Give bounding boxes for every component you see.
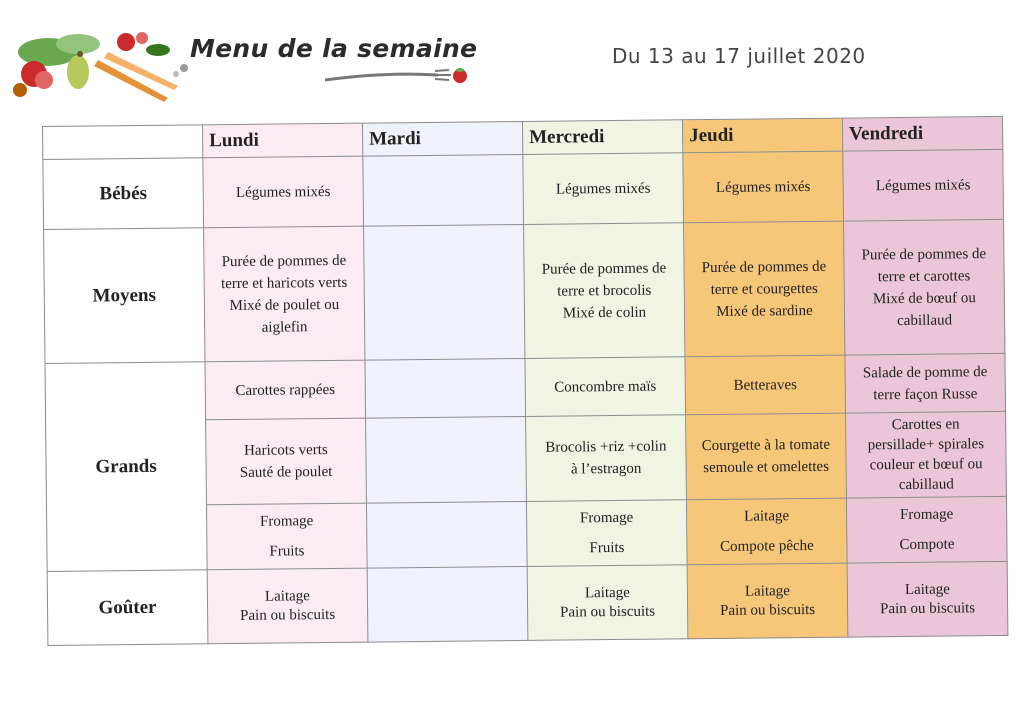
row-bebes bbox=[43, 149, 1004, 229]
row-label-moyens: Moyens bbox=[44, 228, 205, 364]
cell-grands-plat-jeudi bbox=[686, 413, 847, 500]
page-header bbox=[0, 0, 1024, 110]
menu-table-wrapper bbox=[42, 116, 1008, 646]
menu-line: Fromage bbox=[899, 506, 954, 524]
cell-bebes-vendredi bbox=[843, 149, 1004, 221]
page-title: Menu de la semaine bbox=[190, 34, 478, 63]
cell-moyens-jeudi bbox=[684, 221, 845, 357]
date-range: Du 13 au 17 juillet 2020 bbox=[612, 44, 866, 68]
cell-grands-dessert-mardi bbox=[366, 501, 527, 568]
menu-line: Fromage bbox=[579, 509, 634, 527]
cell-bebes-lundi bbox=[203, 156, 364, 228]
day-header-mercredi: Mercredi bbox=[522, 120, 682, 155]
menu-line: aiglefin bbox=[261, 318, 308, 336]
menu-line: Laitage bbox=[584, 584, 630, 601]
menu-line: Carottes en bbox=[891, 416, 960, 434]
cell-grands-entree-mercredi bbox=[525, 357, 686, 417]
menu-line: Mixé de poulet ou bbox=[229, 296, 340, 314]
cell-gouter-mardi bbox=[367, 566, 528, 642]
cell-grands-entree-lundi bbox=[205, 360, 366, 420]
menu-line: Légumes mixés bbox=[555, 180, 651, 198]
menu-line: Courgette à la tomate bbox=[701, 436, 831, 455]
menu-line: persillade+ spirales bbox=[867, 436, 985, 454]
menu-line: Fruits bbox=[269, 543, 305, 560]
menu-line: Purée de pommes de bbox=[221, 252, 347, 270]
cell-bebes-mercredi bbox=[523, 153, 684, 225]
cell-grands-plat-mercredi bbox=[526, 415, 687, 502]
menu-line: Légumes mixés bbox=[715, 178, 811, 196]
row-gouter bbox=[47, 561, 1008, 645]
menu-line: cabillaud bbox=[898, 476, 954, 494]
cell-grands-dessert-vendredi bbox=[846, 496, 1007, 563]
menu-line: Betteraves bbox=[733, 376, 797, 394]
cell-gouter-vendredi bbox=[847, 561, 1008, 637]
day-header-mardi: Mardi bbox=[362, 121, 522, 156]
menu-line: terre et courgettes bbox=[710, 280, 818, 298]
cell-moyens-vendredi bbox=[844, 219, 1005, 355]
menu-line: Purée de pommes de bbox=[701, 258, 827, 276]
menu-line: terre et brocolis bbox=[557, 282, 652, 300]
weekly-menu-table bbox=[42, 116, 1008, 646]
cell-grands-plat-mardi bbox=[366, 416, 527, 503]
fork-icon bbox=[325, 66, 470, 86]
menu-line: terre et carottes bbox=[877, 267, 971, 285]
menu-line: Pain ou biscuits bbox=[720, 601, 816, 619]
menu-line: Laitage bbox=[264, 587, 311, 605]
cell-grands-dessert-mercredi bbox=[526, 500, 687, 567]
menu-line: semoule et omelettes bbox=[703, 458, 830, 477]
cell-gouter-jeudi bbox=[687, 563, 848, 639]
cell-grands-dessert-lundi bbox=[206, 503, 367, 570]
row-label-bebes: Bébés bbox=[43, 158, 204, 230]
cell-gouter-lundi bbox=[207, 568, 368, 644]
row-moyens bbox=[44, 219, 1005, 363]
menu-line: Mixé de colin bbox=[562, 304, 647, 322]
cell-moyens-mercredi bbox=[524, 223, 685, 359]
menu-line: Salade de pomme de bbox=[862, 363, 988, 381]
menu-line: Concombre maïs bbox=[554, 378, 657, 396]
menu-line: Sauté de poulet bbox=[239, 463, 333, 481]
row-label-grands: Grands bbox=[45, 362, 207, 572]
menu-line: à l’estragon bbox=[570, 460, 642, 478]
row-grands-entree bbox=[45, 353, 1006, 421]
menu-line: Haricots verts bbox=[243, 442, 328, 459]
menu-line: Laitage bbox=[904, 581, 950, 598]
day-header-jeudi: Jeudi bbox=[682, 118, 842, 153]
cell-grands-entree-jeudi bbox=[685, 355, 846, 415]
cell-gouter-mercredi bbox=[527, 565, 688, 641]
cell-grands-entree-mardi bbox=[365, 358, 526, 418]
menu-line: Légumes mixés bbox=[235, 183, 331, 201]
menu-line: Mixé de bœuf ou bbox=[872, 289, 976, 307]
day-header-vendredi: Vendredi bbox=[842, 116, 1002, 151]
menu-line: Mixé de sardine bbox=[716, 302, 813, 320]
menu-line: couleur et bœuf ou bbox=[869, 456, 983, 474]
menu-line: Laitage bbox=[744, 582, 790, 600]
menu-line: terre façon Russe bbox=[873, 385, 978, 403]
menu-line: Pain ou biscuits bbox=[240, 606, 336, 624]
menu-line: Fruits bbox=[589, 539, 625, 557]
menu-line: Fromage bbox=[259, 513, 314, 530]
cell-grands-plat-lundi bbox=[206, 418, 367, 505]
cell-moyens-lundi bbox=[204, 226, 365, 362]
row-label-gouter: Goûter bbox=[47, 570, 208, 646]
menu-line: Brocolis +riz +colin bbox=[545, 438, 667, 456]
menu-line: Pain ou biscuits bbox=[560, 603, 656, 621]
cell-bebes-jeudi bbox=[683, 151, 844, 223]
cell-moyens-mardi bbox=[364, 224, 525, 360]
vegetables-illustration-icon bbox=[8, 30, 198, 102]
menu-line: cabillaud bbox=[897, 311, 953, 329]
menu-line: Purée de pommes de bbox=[541, 259, 667, 278]
menu-line: Carottes rappées bbox=[235, 381, 336, 399]
menu-line: Purée de pommes de bbox=[861, 245, 987, 263]
cell-grands-plat-vendredi bbox=[846, 411, 1007, 498]
cell-bebes-mardi bbox=[363, 154, 524, 226]
cell-grands-dessert-jeudi bbox=[686, 498, 847, 565]
menu-line: Pain ou biscuits bbox=[880, 599, 976, 617]
day-header-lundi: Lundi bbox=[202, 123, 362, 158]
menu-line: Légumes mixés bbox=[875, 176, 971, 194]
menu-line: terre et haricots verts bbox=[220, 274, 348, 292]
corner-cell bbox=[43, 125, 203, 160]
menu-line: Compote bbox=[899, 536, 955, 554]
menu-line: Laitage bbox=[744, 508, 790, 525]
cell-grands-entree-vendredi bbox=[845, 353, 1006, 413]
menu-line: Compote pêche bbox=[719, 537, 814, 555]
